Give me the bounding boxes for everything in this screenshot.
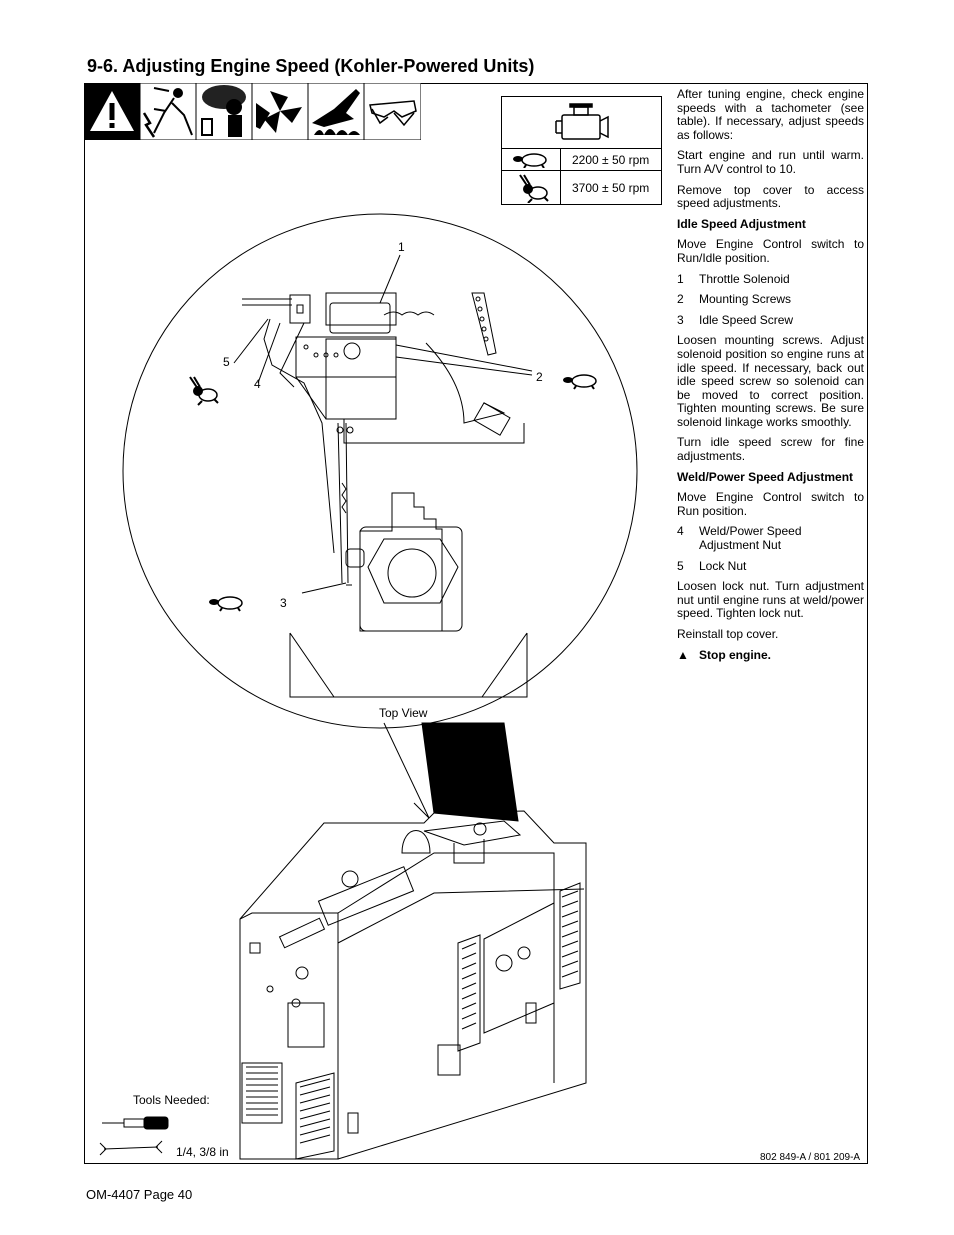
warning-triangle-icon: ▲	[677, 647, 689, 662]
page-footer: OM-4407 Page 40	[86, 1187, 193, 1202]
detail-circle	[123, 214, 637, 728]
callout-3: 3	[280, 596, 287, 610]
engine-speed-illustration	[84, 83, 669, 1164]
idle-turn-text: Turn idle speed screw for fine adjustments.	[677, 435, 864, 464]
step-warm-text: Start engine and run until warm. Turn A/V control to 10.	[677, 148, 864, 176]
callout-2: 2	[536, 370, 543, 384]
wrench-size-label: 1/4, 3/8 in	[176, 1145, 229, 1159]
list-item: 2 Mounting Screws	[677, 292, 792, 307]
idle-loosen-text: Loosen mounting screws. Adjust solenoid position so engine runs at idle speed. If necessary, back out idle speed screw so solenoid can be moved to correct position. Tighten mounting screws. Be sure solenoid linkage works smoothly.	[677, 333, 864, 429]
rabbit-icon	[190, 377, 218, 405]
idle-speed-value: 2200 ± 50 rpm	[572, 153, 650, 167]
throttle-solenoid	[242, 293, 434, 419]
instructions-column	[677, 88, 864, 662]
list-item: 3 Idle Speed Screw	[677, 312, 794, 327]
wrench-icon	[100, 1141, 162, 1155]
idle-move-text: Move Engine Control switch to Run/Idle position.	[677, 237, 864, 265]
step-cover-text: Remove top cover to access speed adjustments.	[677, 182, 864, 211]
drawing-code: 802 849-A / 801 209-A	[760, 1152, 861, 1163]
intro-text: After tuning engine, check engine speeds with a tachometer (see table). If necessary, adjust speeds as follows:	[677, 87, 864, 142]
top-view-label: Top View	[379, 706, 428, 720]
list-item: 5 Lock Nut	[677, 558, 747, 573]
turtle-icon	[209, 597, 242, 611]
weld-move-text: Move Engine Control switch to Run position.	[677, 490, 864, 518]
tools-needed-label: Tools Needed:	[133, 1093, 210, 1107]
engine-block	[346, 493, 462, 631]
list-item: 1 Throttle Solenoid	[677, 271, 790, 286]
callout-4: 4	[254, 377, 261, 391]
run-speed-value: 3700 ± 50 rpm	[572, 181, 650, 195]
stop-engine-warning: ▲ Stop engine.	[677, 647, 771, 662]
callout-5: 5	[223, 355, 230, 369]
screwdriver-icon	[102, 1117, 168, 1129]
list-item: 4 Weld/Power Speed Adjustment Nut	[677, 524, 802, 553]
reinstall-text: Reinstall top cover.	[677, 627, 779, 641]
section-title: 9-6. Adjusting Engine Speed (Kohler-Powered Units)	[87, 56, 535, 76]
idle-heading: Idle Speed Adjustment	[677, 216, 806, 231]
weld-heading: Weld/Power Speed Adjustment	[677, 469, 854, 484]
weld-loosen-text: Loosen lock nut. Turn adjustment nut until engine runs at weld/power speed. Tighten lock nut.	[677, 579, 864, 621]
turtle-icon	[563, 375, 596, 389]
welder-generator-drawing	[240, 811, 586, 1159]
callout-1: 1	[398, 240, 405, 254]
